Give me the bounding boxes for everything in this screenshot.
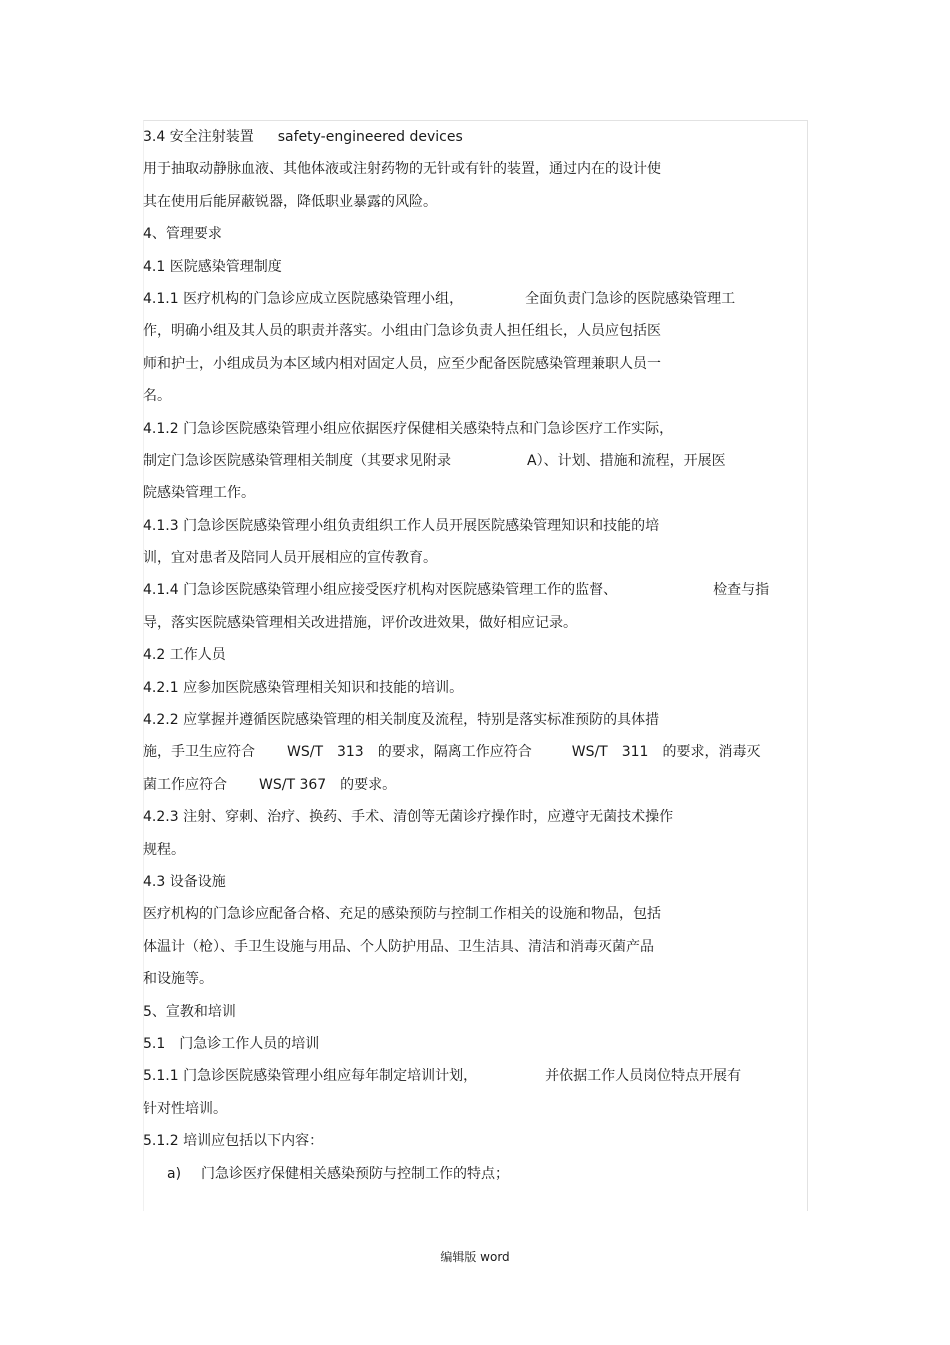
paragraph-line: 和设施等。 <box>143 971 213 988</box>
subsection-heading-4-1: 4.1 医院感染管理制度 <box>143 258 282 275</box>
text: WS/T 311 的要求，消毒灭 <box>571 744 761 761</box>
page-footer: 编辑版 word <box>440 1250 510 1264</box>
paragraph-line: 其在使用后能屏蔽锐器，降低职业暴露的风险。 <box>143 193 437 210</box>
paragraph-line <box>143 1065 798 1097</box>
text: 检查与指 <box>713 582 770 599</box>
paragraph-line: 4.2.3 注射、穿刺、治疗、换药、手术、清创等无菌诊疗操作时，应遵守无菌技术操作 <box>143 809 674 826</box>
list-item-text: 门急诊医疗保健相关感染预防与控制工作的特点； <box>201 1165 509 1182</box>
paragraph-line: 医疗机构的门急诊应配备合格、充足的感染预防与控制工作相关的设施和物品，包括 <box>143 906 661 923</box>
text: 3.4 安全注射装置 <box>143 129 254 145</box>
paragraph-line: 作，明确小组及其人员的职责并落实。小组由门急诊负责人担任组长，人员应包括医 <box>143 323 661 340</box>
text: 4.1.1 医疗机构的门急诊应成立医院感染管理小组， <box>143 290 464 307</box>
paragraph-line: 4.1.3 门急诊医院感染管理小组负责组织工作人员开展医院感染管理知识和技能的培 <box>143 517 660 534</box>
text: safety-engineered devices <box>277 129 463 145</box>
section-heading-4: 4、管理要求 <box>143 226 222 243</box>
paragraph-line <box>143 579 798 611</box>
paragraph-line: 针对性培训。 <box>143 1100 227 1117</box>
text: 施，手卫生应符合 <box>143 744 255 761</box>
paragraph-line: 规程。 <box>143 841 185 858</box>
line-3-4 <box>143 126 798 158</box>
paragraph-line <box>143 741 798 773</box>
text: A）、计划、措施和流程，开展医 <box>527 452 726 469</box>
paragraph-line: 导，落实医院感染管理相关改进措施，评价改进效果，做好相应记录。 <box>143 614 577 631</box>
list-item-a <box>143 1163 798 1195</box>
paragraph-line <box>143 288 798 320</box>
text: WS/T 313 的要求，隔离工作应符合 <box>287 744 532 761</box>
paragraph-line: 4.2.2 应掌握并遵循医院感染管理的相关制度及流程，特别是落实标准预防的具体措 <box>143 712 660 729</box>
paragraph-line: 5.1.2 培训应包括以下内容： <box>143 1133 324 1150</box>
paragraph-line: 4.1.2 门急诊医院感染管理小组应依据医疗保健相关感染特点和门急诊医疗工作实际， <box>143 420 674 437</box>
paragraph-line: 4.2.1 应参加医院感染管理相关知识和技能的培训。 <box>143 679 464 696</box>
text: 4.1.4 门急诊医院感染管理小组应接受医疗机构对医院感染管理工作的监督、 <box>143 582 618 599</box>
text: 并依据工作人员岗位特点开展有 <box>545 1068 742 1085</box>
subsection-heading-4-3: 4.3 设备设施 <box>143 873 226 890</box>
subsection-heading-4-2: 4.2 工作人员 <box>143 647 226 664</box>
text: 菌工作应符合 <box>143 776 227 793</box>
paragraph-line <box>143 450 798 482</box>
document-body <box>143 126 798 1195</box>
paragraph-line: 训，宜对患者及陪同人员开展相应的宣传教育。 <box>143 550 437 567</box>
paragraph-line: 用于抽取动静脉血液、其他体液或注射药物的无针或有针的装置，通过内在的设计使 <box>143 161 661 178</box>
text: 5.1.1 门急诊医院感染管理小组应每年制定培训计划， <box>143 1068 478 1085</box>
text: 制定门急诊医院感染管理相关制度（其要求见附录 <box>143 452 451 469</box>
text: 全面负责门急诊的医院感染管理工 <box>525 290 736 307</box>
paragraph-line: 名。 <box>143 388 171 405</box>
list-marker: a) <box>167 1165 182 1182</box>
section-heading-5: 5、宣教和培训 <box>143 1003 236 1020</box>
paragraph-line: 院感染管理工作。 <box>143 485 255 502</box>
paragraph-line: 体温计（枪）、手卫生设施与用品、个人防护用品、卫生洁具、清洁和消毒灭菌产品 <box>143 938 654 955</box>
paragraph-line <box>143 774 798 806</box>
paragraph-line: 师和护士，小组成员为本区域内相对固定人员，应至少配备医院感染管理兼职人员一 <box>143 355 661 372</box>
text: WS/T 367 的要求。 <box>259 776 397 793</box>
subsection-heading-5-1: 5.1 门急诊工作人员的培训 <box>143 1035 320 1052</box>
